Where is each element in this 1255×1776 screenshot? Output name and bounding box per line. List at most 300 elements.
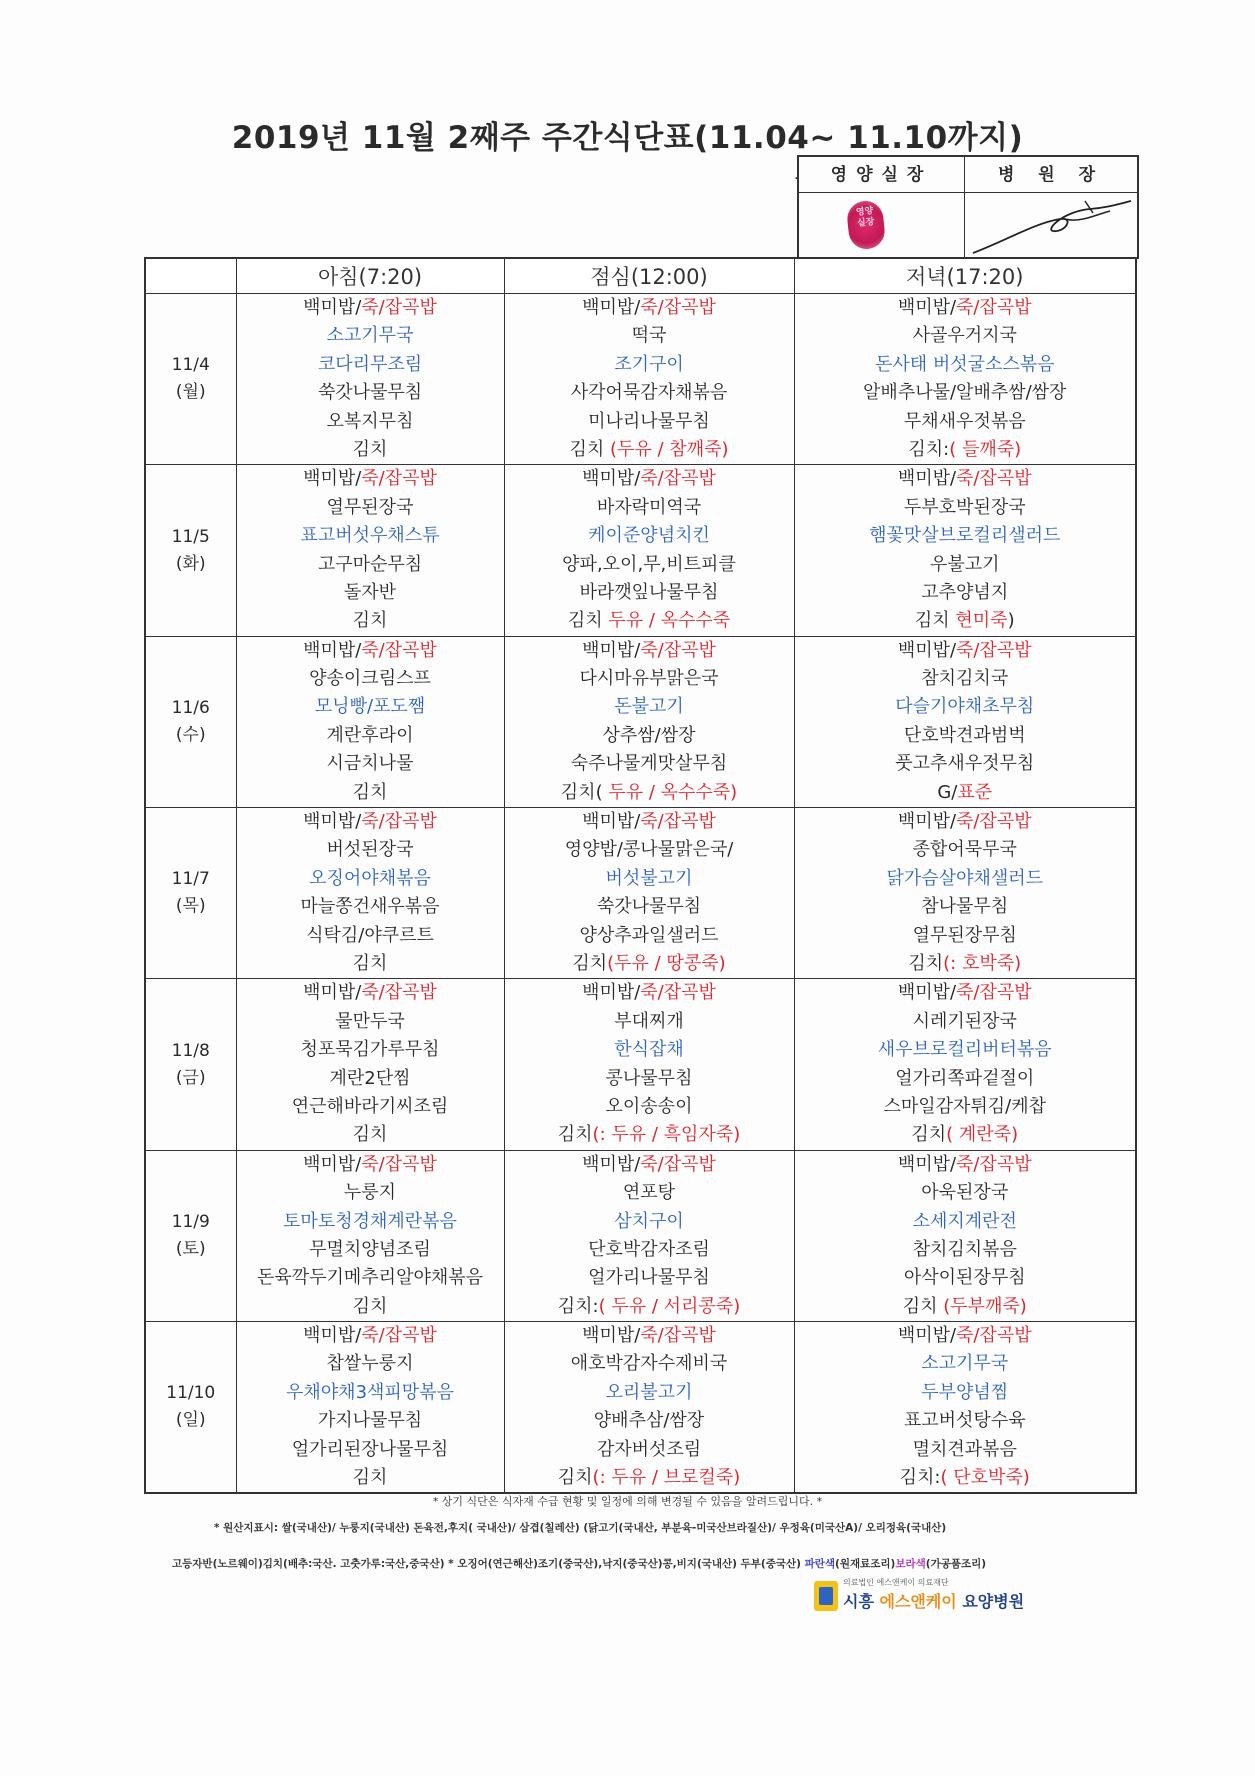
menu-item [795, 1036, 1136, 1064]
menu-item [505, 1036, 794, 1064]
menu-item [505, 494, 794, 522]
menu-item [237, 322, 504, 350]
menu-item [795, 1322, 1136, 1350]
menu-item-text: ( 단호박죽) [940, 1467, 1030, 1489]
logo-name-b: 에스앤케이 [879, 1592, 957, 1611]
menu-item-text: 오징어야채볶음 [309, 867, 431, 889]
menu-item-text: 죽/잡곡밥 [361, 982, 437, 1004]
menu-item-text: 죽/잡곡밥 [640, 639, 716, 661]
menu-item-text: 멸치견과볶음 [912, 1438, 1017, 1460]
menu-item [237, 808, 504, 836]
menu-item [795, 1379, 1136, 1407]
menu-item-text: 백미밥/ [582, 468, 641, 490]
menu-item-text: ( 들깨죽) [949, 438, 1022, 460]
day-cell [145, 808, 236, 979]
menu-item-text: 누룽지 [343, 1182, 397, 1204]
menu-item-text: 죽/잡곡밥 [956, 468, 1032, 490]
menu-item [795, 1236, 1136, 1264]
menu-item-text: 죽/잡곡밥 [640, 811, 716, 833]
menu-item [795, 579, 1136, 607]
menu-item-text: 부대찌개 [614, 1010, 684, 1032]
menu-header-row [145, 258, 1136, 294]
header-dinner: 저녁(17:20) [794, 258, 1136, 294]
menu-item-text: 우불고기 [929, 553, 1000, 575]
menu-item [795, 1350, 1136, 1378]
menu-item-text: 김치 [911, 1124, 947, 1146]
menu-item-text: 백미밥/ [897, 639, 957, 661]
menu-item [795, 750, 1136, 778]
logo-name-c: 요양병원 [956, 1592, 1025, 1611]
menu-item-text: 백미밥/ [897, 982, 957, 1004]
menu-item [795, 294, 1136, 322]
menu-item-text: 버섯불고기 [605, 867, 693, 889]
change-notice: * 상기 식단은 식자재 수급 현황 및 일정에 의해 변경될 수 있음을 알려드립니다. * [432, 1495, 823, 1508]
dinner-cell [794, 808, 1136, 979]
menu-item [505, 808, 794, 836]
day-date: 11/6 [171, 697, 210, 718]
menu-item-text: 죽/잡곡밥 [640, 982, 716, 1004]
menu-item-text: 알배추나물/알배추쌈/쌈장 [863, 382, 1067, 404]
legend-purple-desc: (가공품조리) [925, 1558, 987, 1570]
logo-hospital-name [843, 1589, 1024, 1612]
menu-item-text: 백미밥/ [303, 1153, 362, 1175]
menu-item-text: 죽/잡곡밥 [956, 1153, 1032, 1175]
menu-item [505, 722, 794, 750]
menu-item-text: 김치 [572, 952, 608, 974]
menu-item-text: 청포묵김가루무침 [300, 1039, 440, 1061]
menu-item-text: 시금치나물 [326, 753, 414, 775]
menu-item-text: 햄꽃맛살브로컬리샐러드 [869, 525, 1061, 547]
menu-item-text: 계란2단찜 [329, 1067, 411, 1089]
menu-item [795, 808, 1136, 836]
menu-item-text: 표준 [957, 781, 993, 803]
menu-item [505, 1236, 794, 1264]
approval-director-label: 병 원 장 [965, 157, 1137, 193]
day-cell [145, 1322, 236, 1494]
day-weekday: (토) [175, 1238, 206, 1259]
menu-item [237, 1036, 504, 1064]
menu-item-text: 열무된장무침 [912, 924, 1017, 946]
menu-item-text: 다슬기야채초무침 [895, 696, 1035, 718]
menu-item-text: 닭가슴살야채샐러드 [886, 867, 1043, 889]
lunch-cell [504, 808, 794, 979]
menu-item [505, 436, 794, 464]
menu-item [237, 579, 504, 607]
menu-item-text: 가지나물무침 [317, 1410, 423, 1432]
menu-item [237, 893, 504, 921]
menu-item [795, 1208, 1136, 1236]
menu-item-text: 바자락미역국 [596, 496, 702, 518]
menu-item [795, 436, 1136, 464]
menu-item [237, 1322, 504, 1350]
menu-item-text: ( 두유 / 서리콩죽) [598, 1295, 741, 1317]
menu-item [237, 465, 504, 493]
menu-item [795, 465, 1136, 493]
lunch-cell [504, 636, 794, 807]
menu-item [795, 607, 1136, 635]
menu-item [505, 693, 794, 721]
menu-item [237, 607, 504, 635]
breakfast-cell [236, 979, 504, 1150]
lunch-cell [504, 979, 794, 1150]
menu-item-text: ) [1007, 610, 1015, 632]
menu-item-text: 김치 [352, 1467, 388, 1489]
day-row [145, 1322, 1136, 1494]
menu-item-text: 쑥갓나물무침 [596, 896, 702, 918]
menu-item-text: 감자버섯조림 [596, 1438, 702, 1460]
menu-item [237, 1008, 504, 1036]
menu-item-text: 김치 [352, 1295, 388, 1317]
menu-item [505, 1179, 794, 1207]
menu-item [505, 922, 794, 950]
approval-dietitian-cell [799, 193, 965, 259]
menu-item-text: 토마토청경채계란볶음 [283, 1210, 457, 1232]
menu-item-text: 케이준양념치킨 [588, 525, 710, 547]
day-weekday: (화) [175, 553, 206, 574]
menu-item [505, 979, 794, 1007]
day-row [145, 294, 1136, 465]
legend-purple-label: 보라색 [895, 1558, 926, 1570]
breakfast-cell [236, 808, 504, 979]
origin-notice-2 [172, 1556, 986, 1571]
day-cell [145, 979, 236, 1150]
day-row [145, 979, 1136, 1150]
dinner-cell [794, 294, 1136, 465]
menu-item-text: 김치 [569, 438, 610, 460]
menu-item-text: 백미밥/ [582, 982, 641, 1004]
menu-item [795, 1151, 1136, 1179]
menu-item-text: 표고버섯우채스튜 [300, 525, 440, 547]
lunch-cell [504, 1322, 794, 1494]
menu-item [505, 1464, 794, 1492]
menu-item-text: 양송이크림스프 [309, 668, 431, 690]
menu-item-text: 숙주나물게맛살무침 [570, 753, 728, 775]
weekly-menu-table [144, 257, 1137, 1494]
menu-item-text: 양파,오이,무,비트피클 [562, 553, 736, 575]
menu-item-text: 오복지무침 [326, 410, 414, 432]
day-weekday: (금) [175, 1067, 206, 1088]
menu-item [237, 836, 504, 864]
menu-item [237, 351, 504, 379]
director-signature [965, 193, 1137, 259]
menu-item [505, 1208, 794, 1236]
menu-item-text: 백미밥/ [897, 468, 957, 490]
menu-item-text: 물만두국 [335, 1010, 405, 1032]
menu-item-text: 소세지계란전 [912, 1210, 1017, 1232]
menu-item-text: 백미밥/ [582, 811, 641, 833]
menu-item-text: 얼가리된장나물무침 [291, 1438, 449, 1460]
menu-item [505, 294, 794, 322]
menu-item [795, 408, 1136, 436]
menu-item [505, 607, 794, 635]
bullet-dot: · [794, 171, 799, 187]
menu-item-text: 미나리나물무침 [588, 410, 710, 432]
legend-blue-desc: (원재료조리) [835, 1558, 896, 1570]
menu-item-text: 죽/잡곡밥 [956, 982, 1032, 1004]
seal-text: 영양 실장 [855, 206, 875, 229]
menu-item-text: 죽/잡곡밥 [640, 468, 716, 490]
menu-item-text: 연포탕 [622, 1182, 676, 1204]
menu-item-text: 찹쌀누룽지 [326, 1353, 414, 1375]
menu-item-text: 돈불고기 [614, 696, 684, 718]
menu-item [795, 522, 1136, 550]
breakfast-cell [236, 636, 504, 807]
menu-item-text: 김치 [557, 1124, 593, 1146]
menu-item [795, 494, 1136, 522]
menu-item-text: (두유 / 땅콩죽) [607, 952, 726, 974]
menu-item [505, 1065, 794, 1093]
menu-item-text: (: 두유 / 브로컬죽) [592, 1467, 741, 1489]
menu-item-text: 김치 [352, 1124, 388, 1146]
menu-item [795, 1121, 1136, 1149]
menu-item [795, 922, 1136, 950]
menu-item-text: 백미밥/ [582, 639, 641, 661]
menu-item-text: 두부호박된장국 [903, 496, 1026, 518]
menu-item-text: 우채야채3색피망볶음 [286, 1381, 454, 1403]
dinner-cell [794, 465, 1136, 636]
menu-item-text: 김치: [557, 1295, 599, 1317]
menu-item-text: 현미죽 [955, 610, 1008, 632]
menu-item-text: 죽/잡곡밥 [640, 1325, 716, 1347]
menu-item [237, 408, 504, 436]
menu-item [237, 494, 504, 522]
menu-item [505, 1379, 794, 1407]
menu-item [795, 722, 1136, 750]
menu-item-text: 죽/잡곡밥 [361, 811, 437, 833]
menu-item-text: 사각어묵감자채볶음 [570, 382, 728, 404]
menu-item-text: (: 호박죽) [943, 952, 1022, 974]
day-row [145, 636, 1136, 807]
menu-item-text: 죽/잡곡밥 [956, 297, 1032, 318]
lunch-cell [504, 465, 794, 636]
menu-item [237, 750, 504, 778]
menu-item-text: 돈육깍두기메추리알야채볶음 [256, 1267, 484, 1289]
menu-item-text: 죽/잡곡밥 [640, 297, 716, 318]
menu-item [505, 665, 794, 693]
menu-item [237, 1121, 504, 1149]
menu-item [237, 722, 504, 750]
menu-item-text: 죽/잡곡밥 [956, 811, 1032, 833]
hospital-logo [811, 1574, 1025, 1618]
dinner-cell [794, 979, 1136, 1150]
header-day [145, 258, 236, 294]
menu-item-text: 돌자반 [343, 581, 397, 603]
menu-item [505, 579, 794, 607]
menu-item [237, 379, 504, 407]
menu-item-text: 죽/잡곡밥 [361, 639, 437, 661]
menu-item-text: 한식잡채 [614, 1039, 684, 1061]
menu-item [237, 865, 504, 893]
menu-item-text: 백미밥/ [303, 639, 362, 661]
menu-item [505, 551, 794, 579]
day-weekday: (목) [175, 896, 206, 917]
day-cell [145, 294, 236, 465]
menu-item-text: 단호박견과범벅 [903, 724, 1026, 746]
menu-item [505, 1407, 794, 1435]
menu-item [237, 693, 504, 721]
menu-item-text: 양배추삼/쌈장 [593, 1410, 705, 1432]
menu-item-text: 죽/잡곡밥 [956, 639, 1032, 661]
menu-item [237, 1208, 504, 1236]
red-seal-stamp [846, 199, 887, 251]
menu-item-text: G/ [937, 781, 958, 803]
menu-item-text: 얼가리쪽파겉절이 [895, 1067, 1035, 1089]
menu-item-text: 스마일감자튀김/케찹 [883, 1095, 1047, 1117]
menu-item-text: 열무된장국 [326, 496, 414, 518]
menu-item [237, 1350, 504, 1378]
menu-item-text: 영양밥/콩나물맑은국/ [564, 839, 734, 861]
menu-item-text: 표고버섯탕수육 [903, 1410, 1026, 1432]
menu-item [795, 836, 1136, 864]
menu-item [237, 1464, 504, 1492]
menu-item-text: 쑥갓나물무침 [317, 382, 423, 404]
menu-item [237, 1151, 504, 1179]
menu-item-text: 백미밥/ [582, 297, 641, 318]
menu-item [795, 865, 1136, 893]
menu-item-text: 죽/잡곡밥 [361, 1153, 437, 1175]
menu-item [505, 779, 794, 807]
menu-item [795, 1407, 1136, 1435]
menu-item [237, 1179, 504, 1207]
menu-item-text: 시레기된장국 [912, 1010, 1017, 1032]
menu-item-text: 소고기무국 [921, 1353, 1009, 1375]
day-weekday: (일) [175, 1410, 206, 1431]
menu-item [795, 1293, 1136, 1321]
day-date: 11/5 [171, 526, 210, 547]
menu-item-text: 김치 [902, 1295, 944, 1317]
menu-item-text: 연근해바라기씨조림 [291, 1095, 449, 1117]
menu-item-text: 백미밥/ [897, 297, 957, 318]
dinner-cell [794, 636, 1136, 807]
menu-item-text: 김치 [352, 781, 388, 803]
menu-item [237, 665, 504, 693]
breakfast-cell [236, 465, 504, 636]
menu-item-text: 떡국 [631, 325, 667, 347]
logo-name-a: 시흥 [843, 1592, 880, 1611]
menu-item-text: 김치 [352, 438, 388, 460]
day-cell [145, 636, 236, 807]
day-row [145, 1150, 1136, 1321]
menu-item [505, 1293, 794, 1321]
menu-item-text: 단호박감자조림 [588, 1238, 710, 1260]
menu-item [505, 1350, 794, 1378]
menu-item-text: 식탁김/야쿠르트 [306, 924, 434, 946]
day-cell [145, 465, 236, 636]
menu-item [795, 1065, 1136, 1093]
menu-item [795, 693, 1136, 721]
legend-blue-label: 파란색 [804, 1558, 836, 1570]
menu-item-text: 백미밥/ [897, 1325, 957, 1347]
menu-item-text: 계란후라이 [326, 724, 414, 746]
menu-item [237, 1407, 504, 1435]
menu-item-text: 참치김치국 [921, 668, 1009, 690]
menu-item [795, 1093, 1136, 1121]
breakfast-cell [236, 294, 504, 465]
menu-item [505, 1121, 794, 1149]
menu-item [237, 294, 504, 322]
menu-item [505, 1264, 794, 1292]
menu-item-text: 오리불고기 [605, 1381, 693, 1403]
menu-item-text: 백미밥/ [897, 811, 957, 833]
menu-item [505, 836, 794, 864]
menu-item-text: 상추쌈/쌈장 [602, 724, 696, 746]
menu-item-text: 애호박감자수제비국 [570, 1353, 728, 1375]
logo-foundation: 의료법인 에스앤케이 의료재단 [843, 1578, 949, 1587]
menu-item [505, 351, 794, 379]
menu-item-text: 김치: [899, 1467, 941, 1489]
menu-item [505, 1008, 794, 1036]
menu-item-text: 사골우거지국 [912, 325, 1017, 347]
menu-item [795, 351, 1136, 379]
menu-item [795, 551, 1136, 579]
menu-item [795, 779, 1136, 807]
menu-item [795, 1464, 1136, 1492]
menu-item-text: 백미밥/ [303, 811, 362, 833]
menu-item-text: 오이송송이 [605, 1095, 693, 1117]
menu-item-text: 두유 / 옥수수죽) [602, 781, 738, 803]
menu-item [237, 1436, 504, 1464]
menu-item-text: 죽/잡곡밥 [361, 297, 437, 318]
menu-item-text: 백미밥/ [303, 468, 362, 490]
menu-item [237, 436, 504, 464]
menu-item-text: (: 두유 / 흑임자죽) [592, 1124, 741, 1146]
menu-item-text: 백미밥/ [303, 1325, 362, 1347]
menu-item [237, 922, 504, 950]
menu-item-text: 얼가리나물무침 [588, 1267, 710, 1289]
menu-item-text: 새우브로컬리버터볶음 [877, 1039, 1052, 1061]
menu-item-text: 김치 [352, 610, 388, 632]
approval-dietitian-label: 영양실장 [799, 157, 965, 193]
menu-item [505, 950, 794, 978]
menu-item [237, 1065, 504, 1093]
menu-item-text: 삼치구이 [614, 1210, 684, 1232]
menu-item-text: 백미밥/ [303, 982, 362, 1004]
menu-item-text: 참나물무침 [921, 896, 1009, 918]
menu-item [505, 379, 794, 407]
menu-item [505, 1436, 794, 1464]
menu-item-text: ( 계란죽) [946, 1124, 1019, 1146]
menu-item-text: 코다리무조림 [317, 353, 423, 375]
menu-item-text: 모닝빵/포도쨈 [314, 696, 426, 718]
lunch-cell [504, 1150, 794, 1321]
menu-item-text: 죽/잡곡밥 [361, 468, 437, 490]
day-date: 11/8 [171, 1040, 210, 1061]
menu-item [795, 665, 1136, 693]
menu-item-text: 양상추과일샐러드 [579, 924, 719, 946]
menu-item [795, 950, 1136, 978]
menu-item [505, 465, 794, 493]
menu-item-text: 무멸치양념조림 [309, 1238, 431, 1260]
menu-item-text: 백미밥/ [582, 1153, 641, 1175]
header-lunch: 점심(12:00) [504, 258, 794, 294]
dinner-cell [794, 1150, 1136, 1321]
menu-item [237, 950, 504, 978]
menu-item-text: 김치: [908, 438, 950, 460]
menu-item [237, 1379, 504, 1407]
menu-item [505, 893, 794, 921]
menu-item-text: 참치김치볶음 [912, 1238, 1017, 1260]
menu-item [795, 379, 1136, 407]
menu-item-text: 조기구이 [614, 353, 684, 375]
menu-item [795, 979, 1136, 1007]
menu-item [795, 1008, 1136, 1036]
menu-item-text: 김치 [352, 952, 388, 974]
day-date: 11/7 [171, 869, 210, 890]
menu-item [505, 750, 794, 778]
menu-item-text: 죽/잡곡밥 [956, 1325, 1032, 1347]
menu-item [795, 1179, 1136, 1207]
menu-item-text: 김치 [567, 610, 609, 632]
